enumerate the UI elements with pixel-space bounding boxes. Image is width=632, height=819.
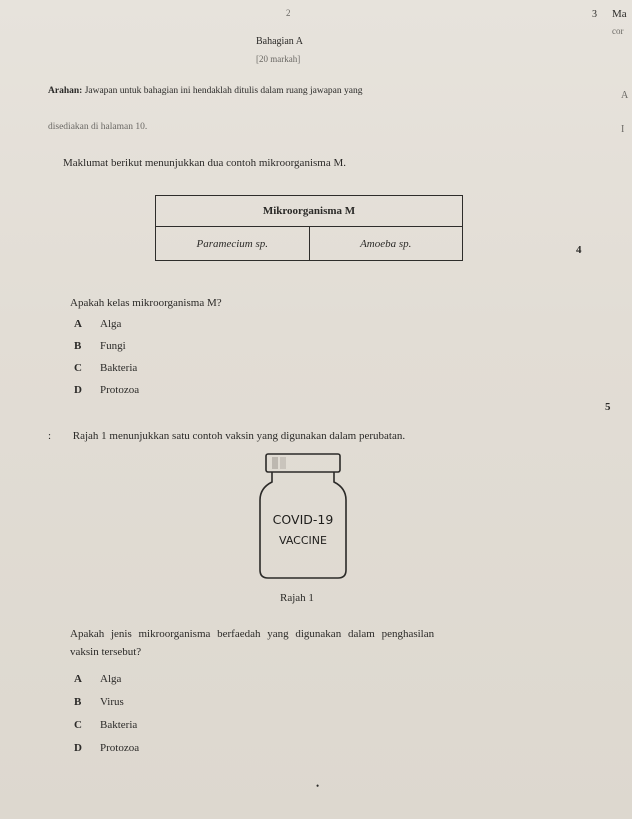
page-number: 2	[286, 8, 291, 18]
microorganism-table	[155, 195, 463, 261]
instruction-text-1: Jawapan untuk bahagian ini hendaklah ditulis dalam ruang jawapan yang	[84, 86, 363, 96]
bottle-label-line-2: VACCINE	[279, 534, 327, 547]
q4-question: Apakah kelas mikroorganisma M?	[70, 297, 222, 309]
q4-option-b-letter: B	[74, 340, 82, 352]
cap-shade	[272, 457, 278, 469]
q5-question-line-2: vaksin tersebut?	[70, 646, 142, 658]
section-title: Bahagian A	[256, 36, 303, 47]
table-cell-paramecium: Paramecium sp.	[156, 227, 310, 261]
q4-option-a-text: Alga	[100, 318, 122, 330]
q5-number: 5	[605, 401, 611, 413]
q4-option-a[interactable]	[74, 318, 121, 330]
instruction-label: Arahan:	[48, 86, 83, 96]
section-marks: [20 markah]	[256, 54, 301, 64]
right-page-number: 3	[592, 9, 597, 20]
table-cell-amoeba: Amoeba sp.	[309, 227, 463, 261]
q5-option-d-text: Protozoa	[100, 742, 140, 754]
q5-option-c-letter: C	[74, 719, 82, 731]
right-margin-mark-2: I	[621, 124, 625, 135]
q5-option-d[interactable]	[74, 742, 139, 754]
q4-option-a-letter: A	[74, 318, 82, 330]
right-edge-text-2: cor	[612, 26, 624, 36]
q5-option-c-text: Bakteria	[100, 719, 138, 731]
cap-shade-2	[280, 457, 286, 469]
figure-caption: Rajah 1	[280, 592, 314, 604]
q4-option-b[interactable]	[74, 340, 126, 352]
q5-option-d-letter: D	[74, 742, 82, 754]
q5-option-b[interactable]	[74, 696, 124, 708]
q5-stem	[48, 430, 405, 442]
q4-number: 4	[576, 244, 582, 256]
q4-option-d[interactable]	[74, 384, 139, 396]
q5-option-a[interactable]	[74, 673, 121, 685]
q5-question-line-1: Apakah jenis mikroorganisma berfaedah yang digunakan dalam penghasilan	[70, 628, 435, 640]
q5-stem-text: Rajah 1 menunjukkan satu contoh vaksin yang digunakan dalam perubatan.	[72, 430, 406, 442]
pen-dot: •	[316, 781, 320, 791]
q4-option-c-text: Bakteria	[100, 362, 138, 374]
instruction-line-2: disediakan di halaman 10.	[48, 122, 148, 132]
instruction-line-1	[48, 86, 362, 96]
q4-option-c[interactable]	[74, 362, 137, 374]
table-header: Mikroorganisma M	[156, 196, 463, 227]
q4-option-b-text: Fungi	[100, 340, 126, 352]
q5-marker: :	[48, 430, 52, 442]
q5-option-b-letter: B	[74, 696, 82, 708]
q5-option-a-text: Alga	[100, 673, 122, 685]
q4-option-d-text: Protozoa	[100, 384, 140, 396]
q4-option-d-letter: D	[74, 384, 82, 396]
q5-option-b-text: Virus	[100, 696, 124, 708]
q5-option-a-letter: A	[74, 673, 82, 685]
right-edge-text: Ma	[612, 8, 627, 20]
right-margin-mark-1: A	[621, 90, 629, 101]
vaccine-bottle-figure	[258, 452, 348, 582]
q4-stem: Maklumat berikut menunjukkan dua contoh mikroorganisma M.	[63, 157, 346, 169]
q5-option-c[interactable]	[74, 719, 137, 731]
bottle-label-line-1: COVID-19	[272, 512, 334, 527]
q4-option-c-letter: C	[74, 362, 82, 374]
